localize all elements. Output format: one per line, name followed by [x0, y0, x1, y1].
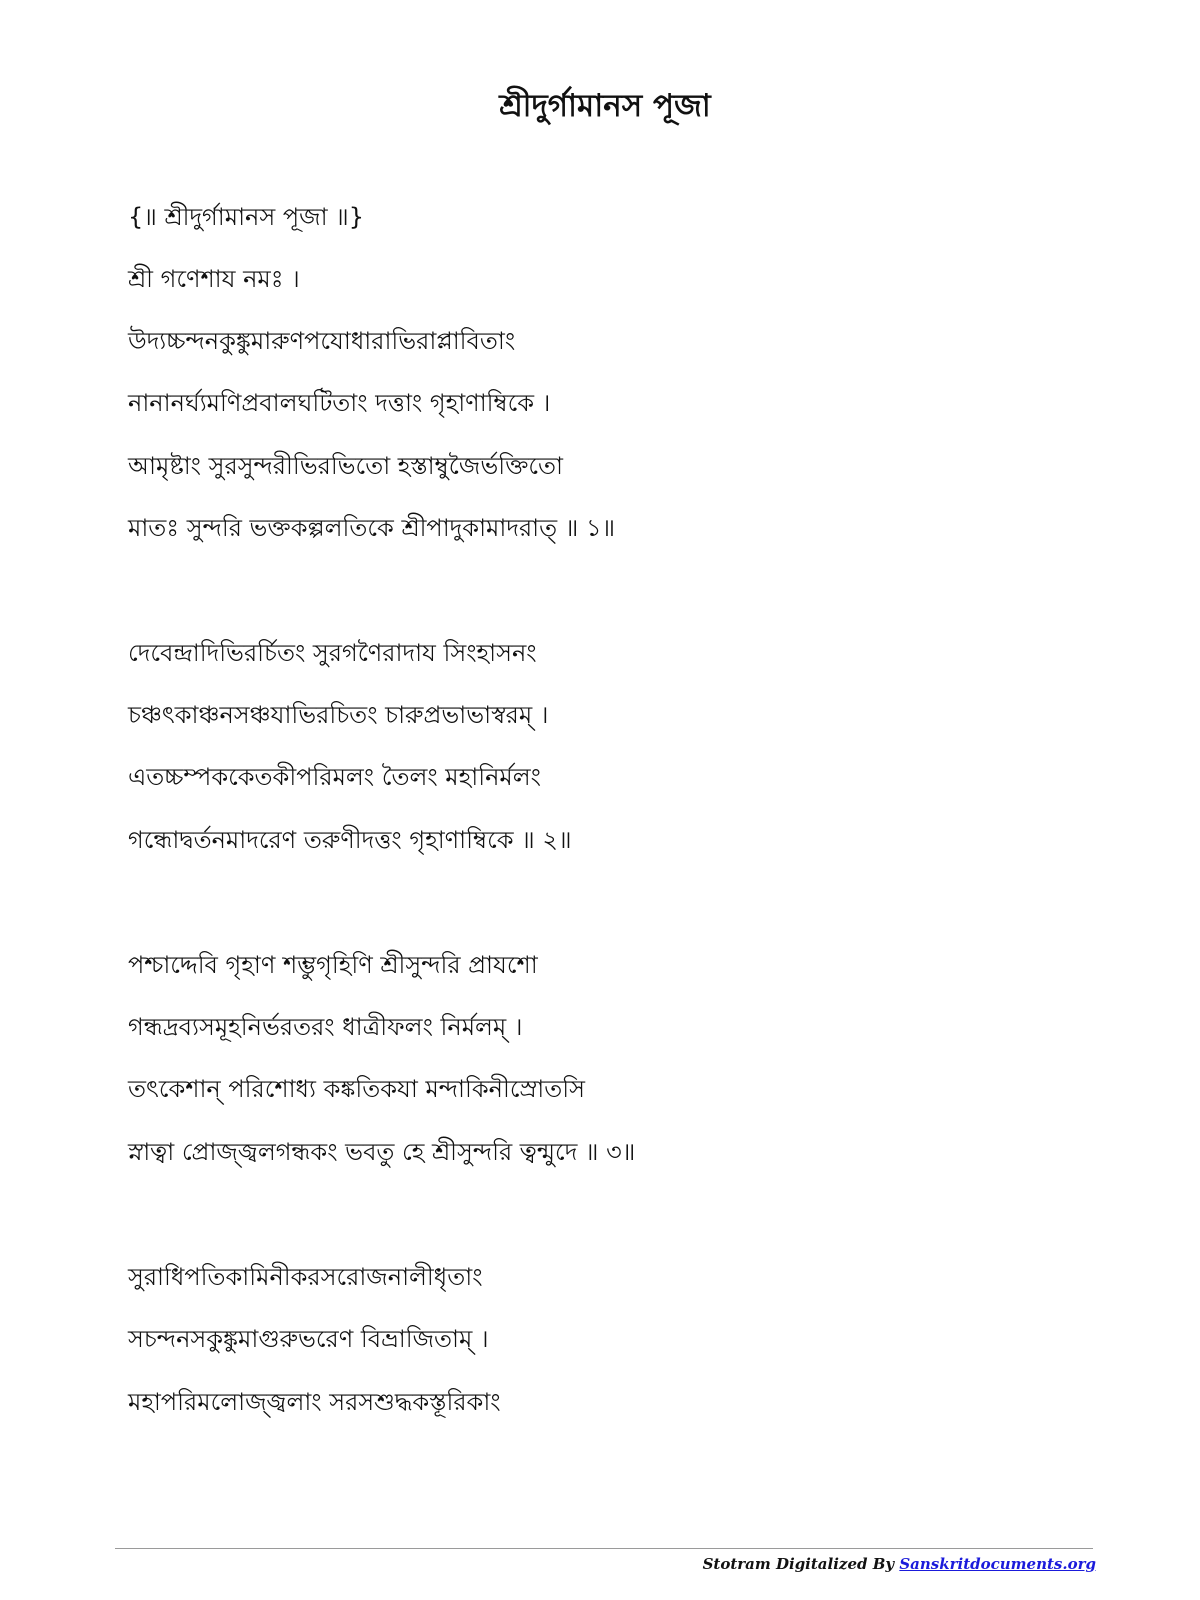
- verse-line: মহাপরিমলোজ্জ্বলাং সরসশুদ্ধকস্তূরিকাং: [128, 1388, 501, 1416]
- page-title: শ্রীদুর্গামানস পূজা: [499, 88, 711, 124]
- verse-line: দেবেন্দ্রাদিভিরর্চিতং সুরগণৈরাদায সিংহাসনং: [128, 639, 537, 667]
- verse-line: পশ্চাদ্দেবি গৃহাণ শম্ভুগৃহিণি শ্রীসুন্দরি প্রাযশো: [128, 951, 538, 979]
- verse-line: চঞ্চৎকাঞ্চনসঞ্চযাভিরচিতং চারুপ্রভাভাস্বরম্ ।: [128, 701, 549, 729]
- sanskritdocuments-link[interactable]: Sanskritdocuments.org: [899, 1555, 1096, 1573]
- footer-credit: [703, 1555, 1096, 1573]
- verse-line: সুরাধিপতিকামিনীকরসরোজনালীধৃতাং: [128, 1263, 483, 1291]
- verse-line: এতচ্চম্পককেতকীপরিমলং তৈলং মহানির্মলং: [128, 763, 541, 791]
- verse-line: শ্রী গণেশায নমঃ ।: [128, 265, 300, 293]
- verse-line: আমৃষ্টাং সুরসুন্দরীভিরভিতো হস্তাম্বুজৈর্ভক্তিতো: [128, 452, 563, 480]
- verse-line: উদ্যচ্চন্দনকুঙ্কুমারুণপযোধারাভিরাপ্লাবিতাং: [128, 327, 516, 355]
- verse-line: সচন্দনসকুঙ্কুমাগুরুভরেণ বিভ্রাজিতাম্ ।: [128, 1325, 489, 1353]
- verse-line: নানানর্ঘ্যমণিপ্রবালঘটিতাং দত্তাং গৃহাণাম্বিকে ।: [128, 389, 551, 417]
- verse-line: মাতঃ সুন্দরি ভক্তকল্পলতিকে শ্রীপাদুকামাদরাত্ ॥ ১॥: [128, 514, 616, 542]
- footer-divider: [115, 1548, 1093, 1549]
- verse-line: স্নাত্বা প্রোজ্জ্বলগন্ধকং ভবতু হে শ্রীসুন্দরি ত্বন্মুদে ॥ ৩॥: [128, 1138, 636, 1166]
- verse-line: গন্ধদ্রব্যসমূহনির্ভরতরং ধাত্রীফলং নির্মলম্ ।: [128, 1013, 523, 1041]
- footer-prefix: Stotram Digitalized By: [702, 1555, 900, 1573]
- verse-line: তৎকেশান্ পরিশোধ্য কঙ্কতিকযা মন্দাকিনীস্রোতসি: [128, 1075, 585, 1103]
- verse-line: গন্ধোদ্বর্তনমাদরেণ তরুণীদত্তং গৃহাণাম্বিকে ॥ ২॥: [128, 826, 572, 854]
- verse-line: {॥ শ্রীদুর্গামানস পূজা ॥}: [128, 203, 365, 231]
